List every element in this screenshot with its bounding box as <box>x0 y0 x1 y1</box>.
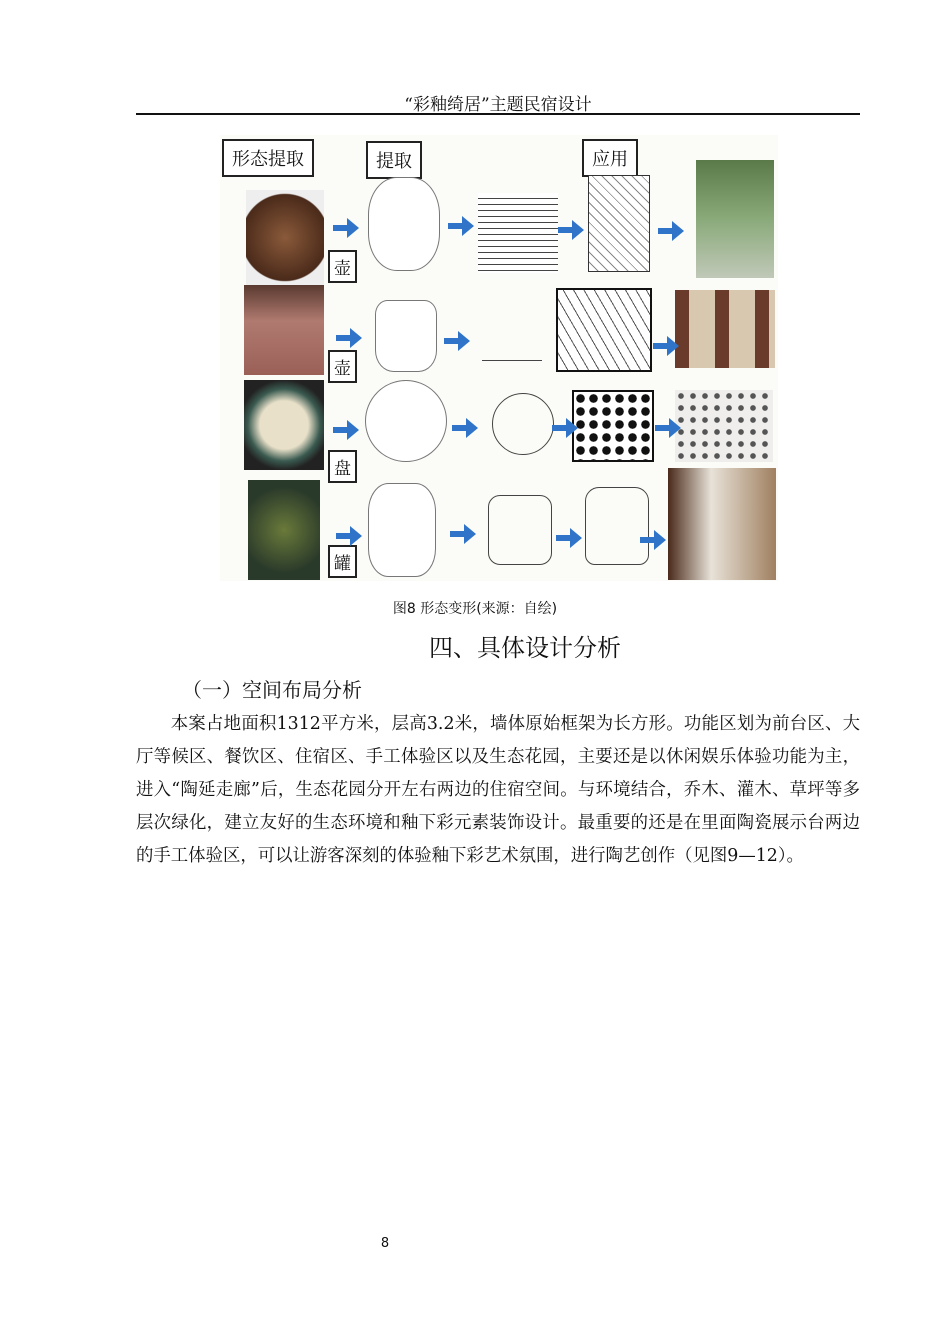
header-rule <box>136 113 860 115</box>
arrow-icon <box>448 216 474 236</box>
arrow-icon <box>336 328 362 348</box>
column-label-extraction: 提取 <box>366 141 422 179</box>
row-label-jar: 罐 <box>328 545 357 578</box>
arrow-icon <box>450 524 476 544</box>
arrows-layer <box>220 135 778 581</box>
arrow-icon <box>333 218 359 238</box>
section-heading: 四、具体设计分析 <box>429 634 621 662</box>
arrow-icon <box>452 418 478 438</box>
arrow-icon <box>655 418 681 438</box>
column-label-form-extraction: 形态提取 <box>222 139 314 177</box>
arrow-icon <box>333 420 359 440</box>
figure-caption: 图8 形态变形(来源：自绘) <box>392 601 558 617</box>
arrow-icon <box>653 336 679 356</box>
row-label-plate: 盘 <box>328 450 357 483</box>
column-label-application: 应用 <box>582 139 638 177</box>
arrow-icon <box>444 331 470 351</box>
subsection-heading: （一）空间布局分析 <box>182 678 362 702</box>
body-paragraph: 本案占地面积1312平方米，层高3.2米，墙体原始框架为长方形。功能区划为前台区、大厅等候区、餐饮区、住宿区、手工体验区以及生态花园，主要还是以休闲娱乐体验功能为主，进入“陶延走廊”后，生态花园分开左右两边的住宿空间。与环境结合，乔木、灌木、草坪等多层次绿化，建立友好的生态环境和釉下彩元素装饰设计。最重要的还是在里面陶瓷展示台两边的手工体验区，可以让游客深刻的体验釉下彩艺术氛围，进行陶艺创作（见图9—12）。 <box>136 714 860 866</box>
page-number: 8 <box>380 1236 390 1251</box>
arrow-icon <box>658 221 684 241</box>
arrow-icon <box>640 530 666 550</box>
row-label-pot-2: 壶 <box>328 350 357 383</box>
arrow-icon <box>556 528 582 548</box>
arrow-icon <box>552 418 578 438</box>
arrow-icon <box>558 220 584 240</box>
row-label-pot-1: 壶 <box>328 250 357 283</box>
arrow-icon <box>336 526 362 546</box>
figure-form-transformation <box>220 135 778 581</box>
running-header: “彩釉绮居”主题民宿设计 <box>404 95 592 115</box>
